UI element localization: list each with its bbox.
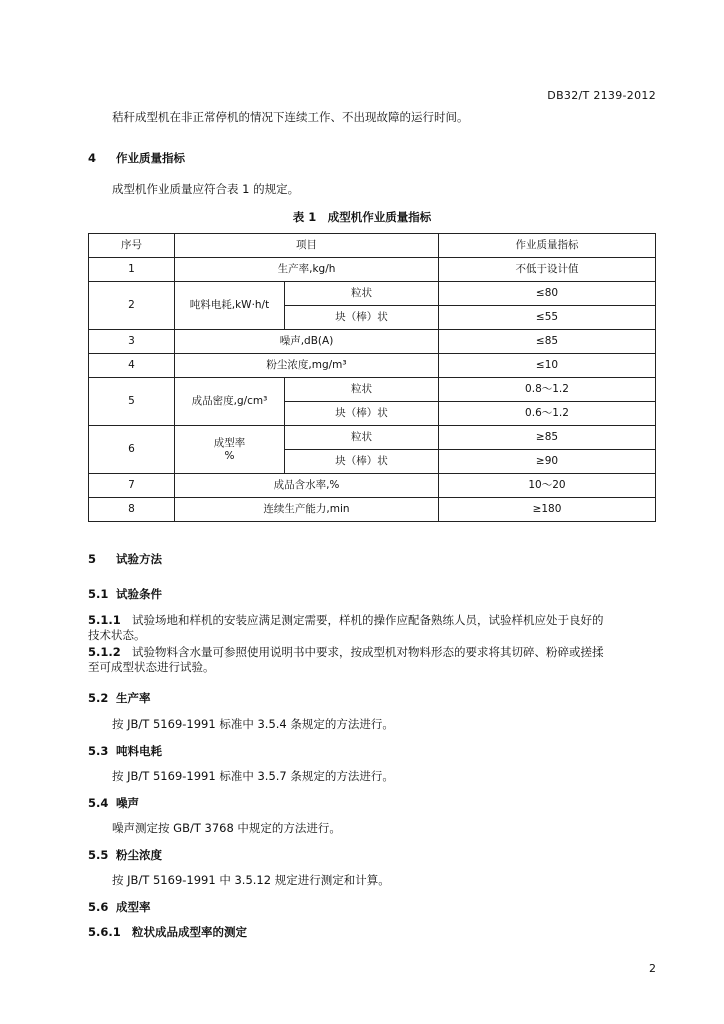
section-title: 试验条件 [116,587,162,601]
clause-text-line: 至可成型状态进行试验。 [88,660,215,674]
section-number: 5.4 [88,796,109,810]
row-value: 10～20 [439,474,656,498]
section-number: 5.3 [88,744,109,758]
clause-5-1-2 [88,645,604,675]
row-item [175,426,285,474]
table-row [89,498,656,522]
section-number: 4 [88,151,97,165]
clause-number: 5.1.2 [88,645,121,659]
table-row [89,330,656,354]
clause-number: 5.1.1 [88,613,121,627]
row-item: 成品含水率,% [175,474,439,498]
row-item: 吨料电耗,kW·h/t [175,282,285,330]
section-4-text: 成型机作业质量应符合表 1 的规定。 [112,182,300,196]
row-no: 2 [89,282,175,330]
row-subitem: 粒状 [285,378,439,402]
section-title: 粉尘浓度 [116,848,162,862]
row-no: 6 [89,426,175,474]
row-no: 3 [89,330,175,354]
row-item: 噪声,dB(A) [175,330,439,354]
clause-text-line: 试验场地和样机的安装应满足测定需要，样机的操作应配备熟练人员，试验样机应处于良好的 [132,613,604,627]
row-no: 8 [89,498,175,522]
section-5-3-heading [88,743,162,759]
page-number: 2 [649,962,656,975]
intro-paragraph: 秸秆成型机在非正常停机的情况下连续工作、不出现故障的运行时间。 [112,110,469,124]
section-title: 噪声 [116,796,139,810]
row-value: ≥90 [439,450,656,474]
row-item: 成品密度,g/cm³ [175,378,285,426]
section-number: 5.1 [88,587,109,601]
row-item-line: 成型率 [213,436,246,449]
section-5-2-heading [88,690,151,706]
section-title: 成型率 [116,900,151,914]
section-title: 作业质量指标 [116,151,185,165]
table-caption: 表 1 成型机作业质量指标 [292,210,432,224]
section-5-4-text: 噪声测定按 GB/T 3768 中规定的方法进行。 [112,821,341,835]
quality-indicators-table [88,233,656,522]
section-5-heading [88,551,162,567]
table-row [89,354,656,378]
row-subitem: 粒状 [285,426,439,450]
header-item: 项目 [175,234,439,258]
row-item-unit: % [224,449,235,462]
row-item: 粉尘浓度,mg/m³ [175,354,439,378]
section-5-1-heading [88,586,162,602]
clause-text-line: 技术状态。 [88,628,146,642]
row-value: ≥85 [439,426,656,450]
header-no: 序号 [89,234,175,258]
row-item: 连续生产能力,min [175,498,439,522]
document-number: DB32/T 2139-2012 [547,89,656,102]
table-header-row [89,234,656,258]
row-value: ≥180 [439,498,656,522]
row-no: 5 [89,378,175,426]
table-row [89,426,656,450]
row-no: 1 [89,258,175,282]
row-item: 生产率,kg/h [175,258,439,282]
row-subitem: 块（棒）状 [285,306,439,330]
header-value: 作业质量指标 [439,234,656,258]
section-5-6-1-heading [88,924,247,940]
row-value: 0.6～1.2 [439,402,656,426]
section-5-3-text: 按 JB/T 5169-1991 标准中 3.5.7 条规定的方法进行。 [112,769,394,783]
section-5-6-heading [88,899,151,915]
row-no: 7 [89,474,175,498]
row-value: 不低于设计值 [439,258,656,282]
section-number: 5.6.1 [88,925,121,939]
section-5-4-heading [88,795,139,811]
row-subitem: 块（棒）状 [285,402,439,426]
table-row [89,474,656,498]
row-subitem: 块（棒）状 [285,450,439,474]
section-title: 生产率 [116,691,151,705]
row-no: 4 [89,354,175,378]
row-value: ≤80 [439,282,656,306]
clause-text-line: 试验物料含水量可参照使用说明书中要求，按成型机对物料形态的要求将其切碎、粉碎或搓揉 [132,645,604,659]
clause-5-1-1 [88,613,604,643]
section-title: 试验方法 [116,552,162,566]
section-5-5-text: 按 JB/T 5169-1991 中 3.5.12 规定进行测定和计算。 [112,873,390,887]
table-row [89,282,656,306]
section-number: 5 [88,552,97,566]
row-value: ≤85 [439,330,656,354]
section-title: 粒状成品成型率的测定 [132,925,247,939]
row-value: ≤55 [439,306,656,330]
row-value: 0.8～1.2 [439,378,656,402]
section-5-5-heading [88,847,162,863]
row-subitem: 粒状 [285,282,439,306]
section-5-2-text: 按 JB/T 5169-1991 标准中 3.5.4 条规定的方法进行。 [112,717,394,731]
section-number: 5.5 [88,848,109,862]
row-value: ≤10 [439,354,656,378]
section-number: 5.2 [88,691,109,705]
table-row [89,258,656,282]
table-row [89,378,656,402]
section-4-heading [88,150,185,166]
section-title: 吨料电耗 [116,744,162,758]
section-number: 5.6 [88,900,109,914]
